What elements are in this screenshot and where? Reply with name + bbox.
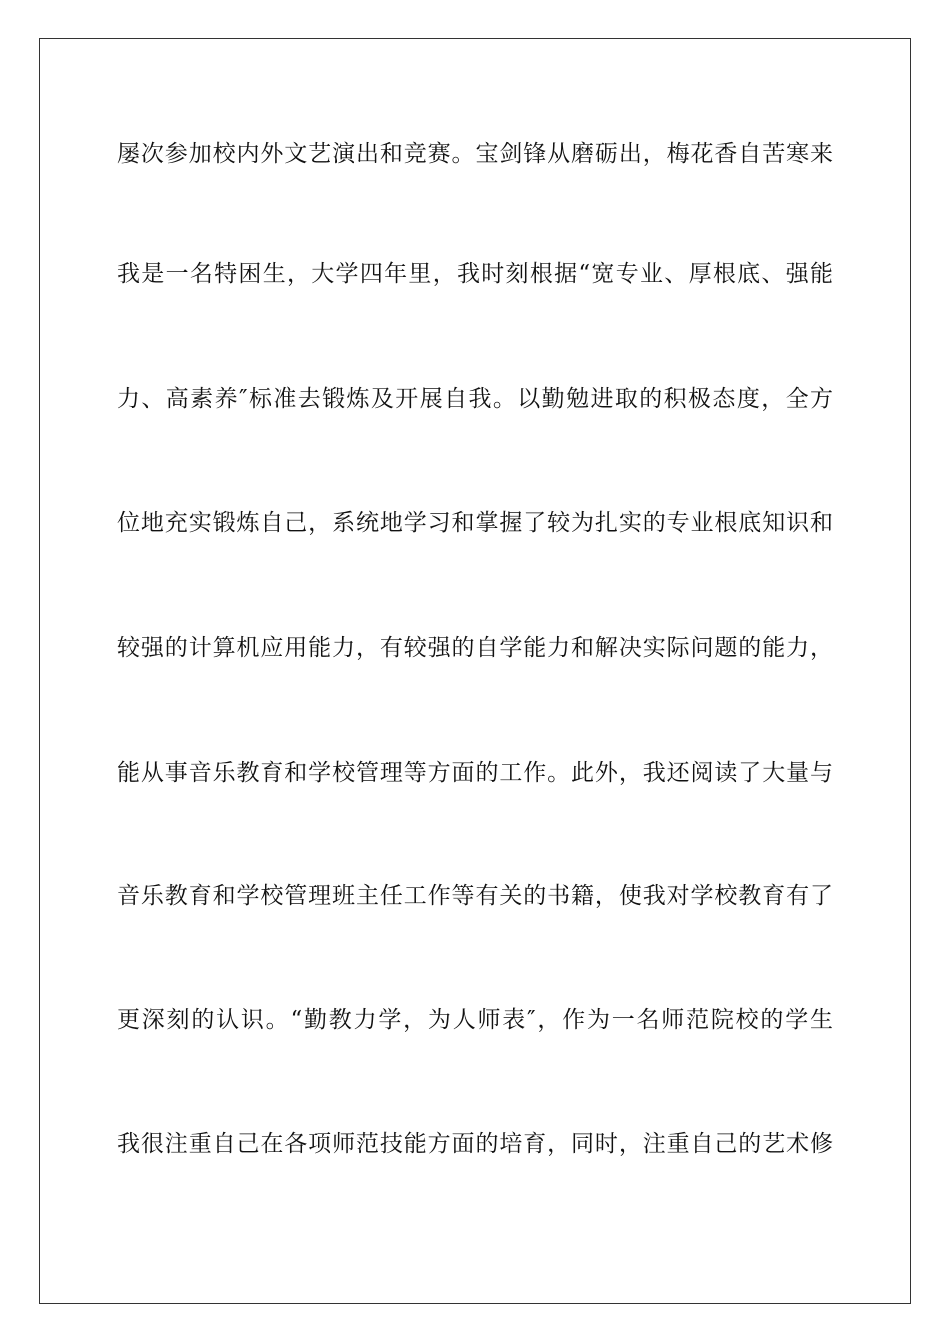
page-border [39,38,911,1304]
text-line-4: 位地充实锻炼自己，系统地学习和掌握了较为扎实的专业根底知识和 [117,510,833,536]
text-line-5: 较强的计算机应用能力，有较强的自学能力和解决实际问题的能力， [117,635,833,661]
text-line-7: 音乐教育和学校管理班主任工作等有关的书籍，使我对学校教育有了 [117,883,833,909]
text-line-8: 更深刻的认识。“勤教力学，为人师表″，作为一名师范院校的学生 [117,1007,833,1033]
text-line-3: 力、高素养″标准去锻炼及开展自我。以勤勉进取的积极态度，全方 [117,386,833,412]
text-line-1: 屡次参加校内外文艺演出和竞赛。宝剑锋从磨砺出，梅花香自苦寒来 [117,141,833,167]
text-line-2: 我是一名特困生，大学四年里，我时刻根据“宽专业、厚根底、强能 [117,261,833,287]
text-line-9: 我很注重自己在各项师范技能方面的培育，同时，注重自己的艺术修 [117,1131,833,1157]
text-line-6: 能从事音乐教育和学校管理等方面的工作。此外，我还阅读了大量与 [117,760,833,786]
